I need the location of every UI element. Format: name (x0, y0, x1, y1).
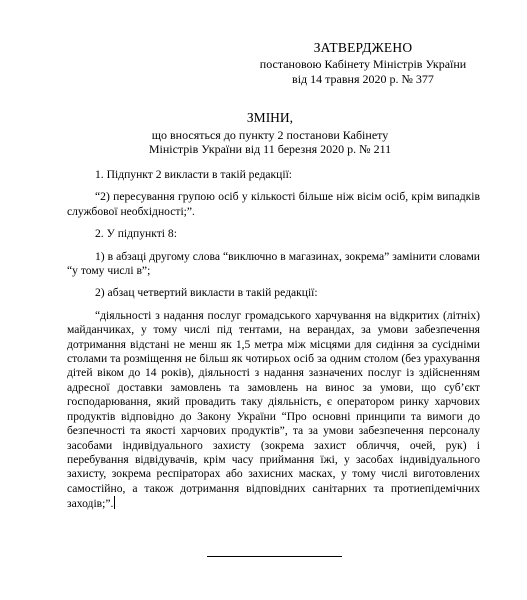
approval-line-2: від 14 травня 2020 р. № 377 (292, 72, 434, 86)
paragraph-2-item-2: 2) абзац четвертий викласти в такій редакції: (95, 286, 318, 300)
document-body (67, 168, 480, 512)
text-cursor (114, 496, 115, 509)
paragraph-1-quote: “2) пересування групою осіб у кількості більше ніж вісім осіб, крім випадків службової необхідності;”. (67, 190, 480, 218)
paragraph-2-item-1: 1) в абзаці другому слова “виключно в магазинах, зокрема” замінити словами “у тому числі в”; (67, 249, 480, 278)
closing-rule (207, 556, 342, 557)
approval-block (258, 40, 468, 87)
changes-title: ЗМІНИ, (246, 110, 294, 125)
approval-title: ЗАТВЕРДЖЕНО (313, 40, 413, 55)
changes-subtitle-line-1: що вносяться до пункту 2 постанови Кабінету (151, 127, 389, 142)
approval-line-1: постановою Кабінету Міністрів України (259, 57, 467, 71)
changes-heading (138, 111, 402, 157)
paragraph-2-item-2-quote (67, 309, 480, 512)
changes-subtitle-line-2: Міністрів України від 11 березня 2020 р. № 211 (148, 142, 392, 156)
paragraph-1: 1. Підпункт 2 викласти в такій редакції: (95, 168, 293, 181)
paragraph-2: 2. У підпункті 8: (95, 227, 177, 241)
quote-text: “діяльності з надання послуг громадського харчування на відкритих (літніх) майданчиках, у тому числі під тентами, на верандах, за умови забезпечення дотримання відстані не менш як 1,5 метра між місцями для сидіння за сусідніми столами та розміщення не більш як чотирьох осіб за одним столом (без урахування дітей віком до 14 років), діяльності з надання зазначених послуг із здійсненням адресної доставки замовлень та замовлень на винос за умови, що суб’єкт господарювання, який провадить таку діяльність, є оператором ринку харчових продуктів відповідно до Закону України “Про основні принципи та вимоги до безпечності та якості харчових продуктів”, та за умови забезпечення персоналу засобами індивідуального захисту (зокрема захист обличчя, очей, рук) і перебування відвідувачів, крім часу приймання їжі, у засобах індивідуального захисту, зокрема респіраторах або захисних масках, у тому числі виготовлених самостійно, а також дотримання відповідних санітарних та протиепідемічних заходів;”. (67, 308, 480, 511)
